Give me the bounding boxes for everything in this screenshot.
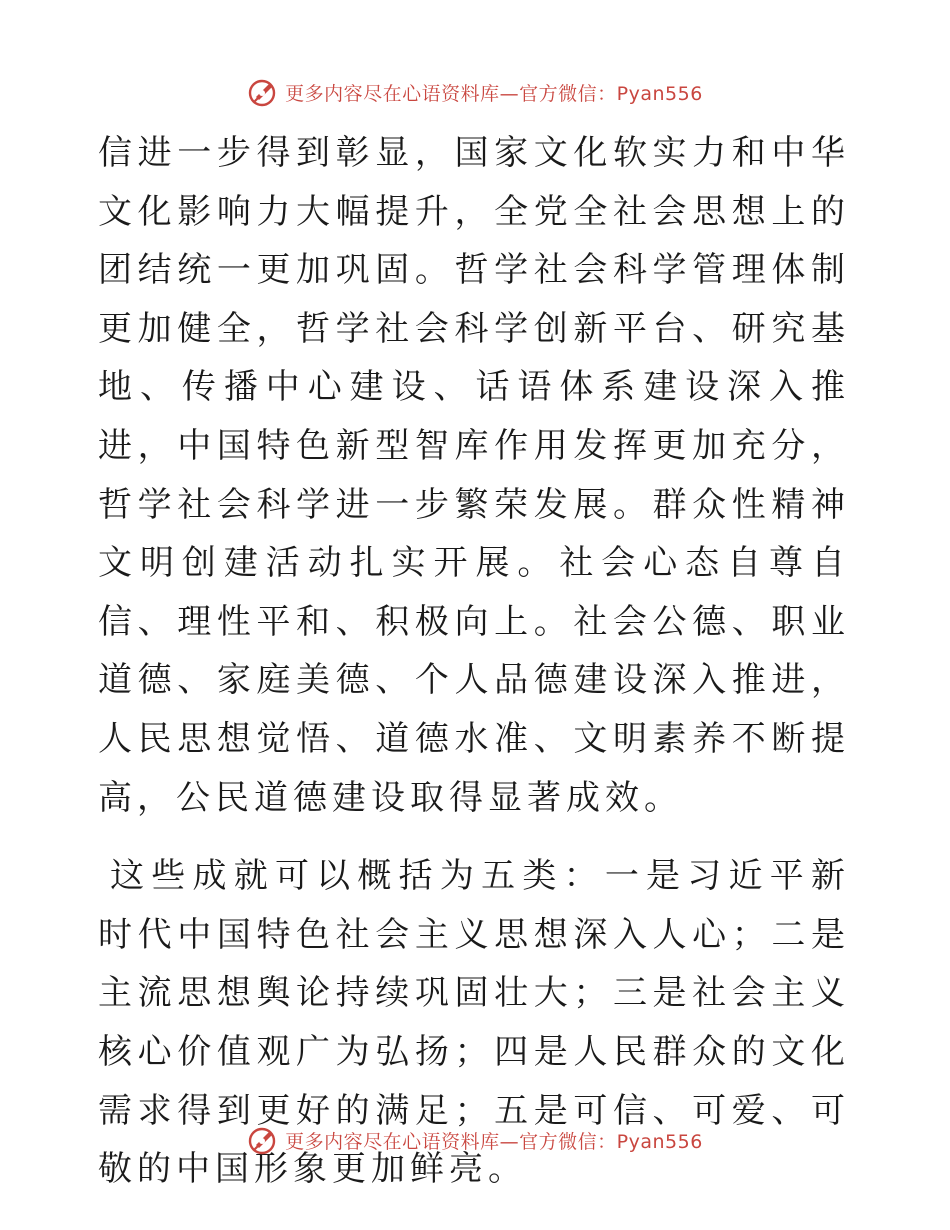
footer-banner <box>0 1120 950 1160</box>
paragraph-2: 这些成就可以概括为五类：一是习近平新时代中国特色社会主义思想深入人心；二是主流思想舆论持续巩固壮大；三是社会主义核心价值观广为弘扬；四是人民群众的文化需求得到更好的满足；五是可信、可爱、可敬的中国形象更加鲜亮。 <box>98 856 850 1190</box>
paragraph-1: 信进一步得到彰显，国家文化软实力和中华文化影响力大幅提升，全党全社会思想上的团结统一更加巩固。哲学社会科学管理体制更加健全，哲学社会科学创新平台、研究基地、传播中心建设、话语体系建设深入推进，中国特色新型智库作用发挥更加充分，哲学社会科学进一步繁荣发展。群众性精神文明创建活动扎实开展。社会心态自尊自信、理性平和、积极向上。社会公德、职业道德、家庭美德、个人品德建设深入推进，人民思想觉悟、道德水准、文明素养不断提高，公民道德建设取得显著成效。 <box>98 133 850 818</box>
header-banner <box>0 72 950 112</box>
brush-seal-logo-icon <box>247 76 279 108</box>
footer-banner-text: 更多内容尽在心语资料库—官方微信：Pyan556 <box>285 1130 703 1153</box>
brush-seal-logo-icon <box>247 1124 279 1156</box>
document-body <box>98 124 850 1199</box>
header-banner-text: 更多内容尽在心语资料库—官方微信：Pyan556 <box>285 82 703 105</box>
